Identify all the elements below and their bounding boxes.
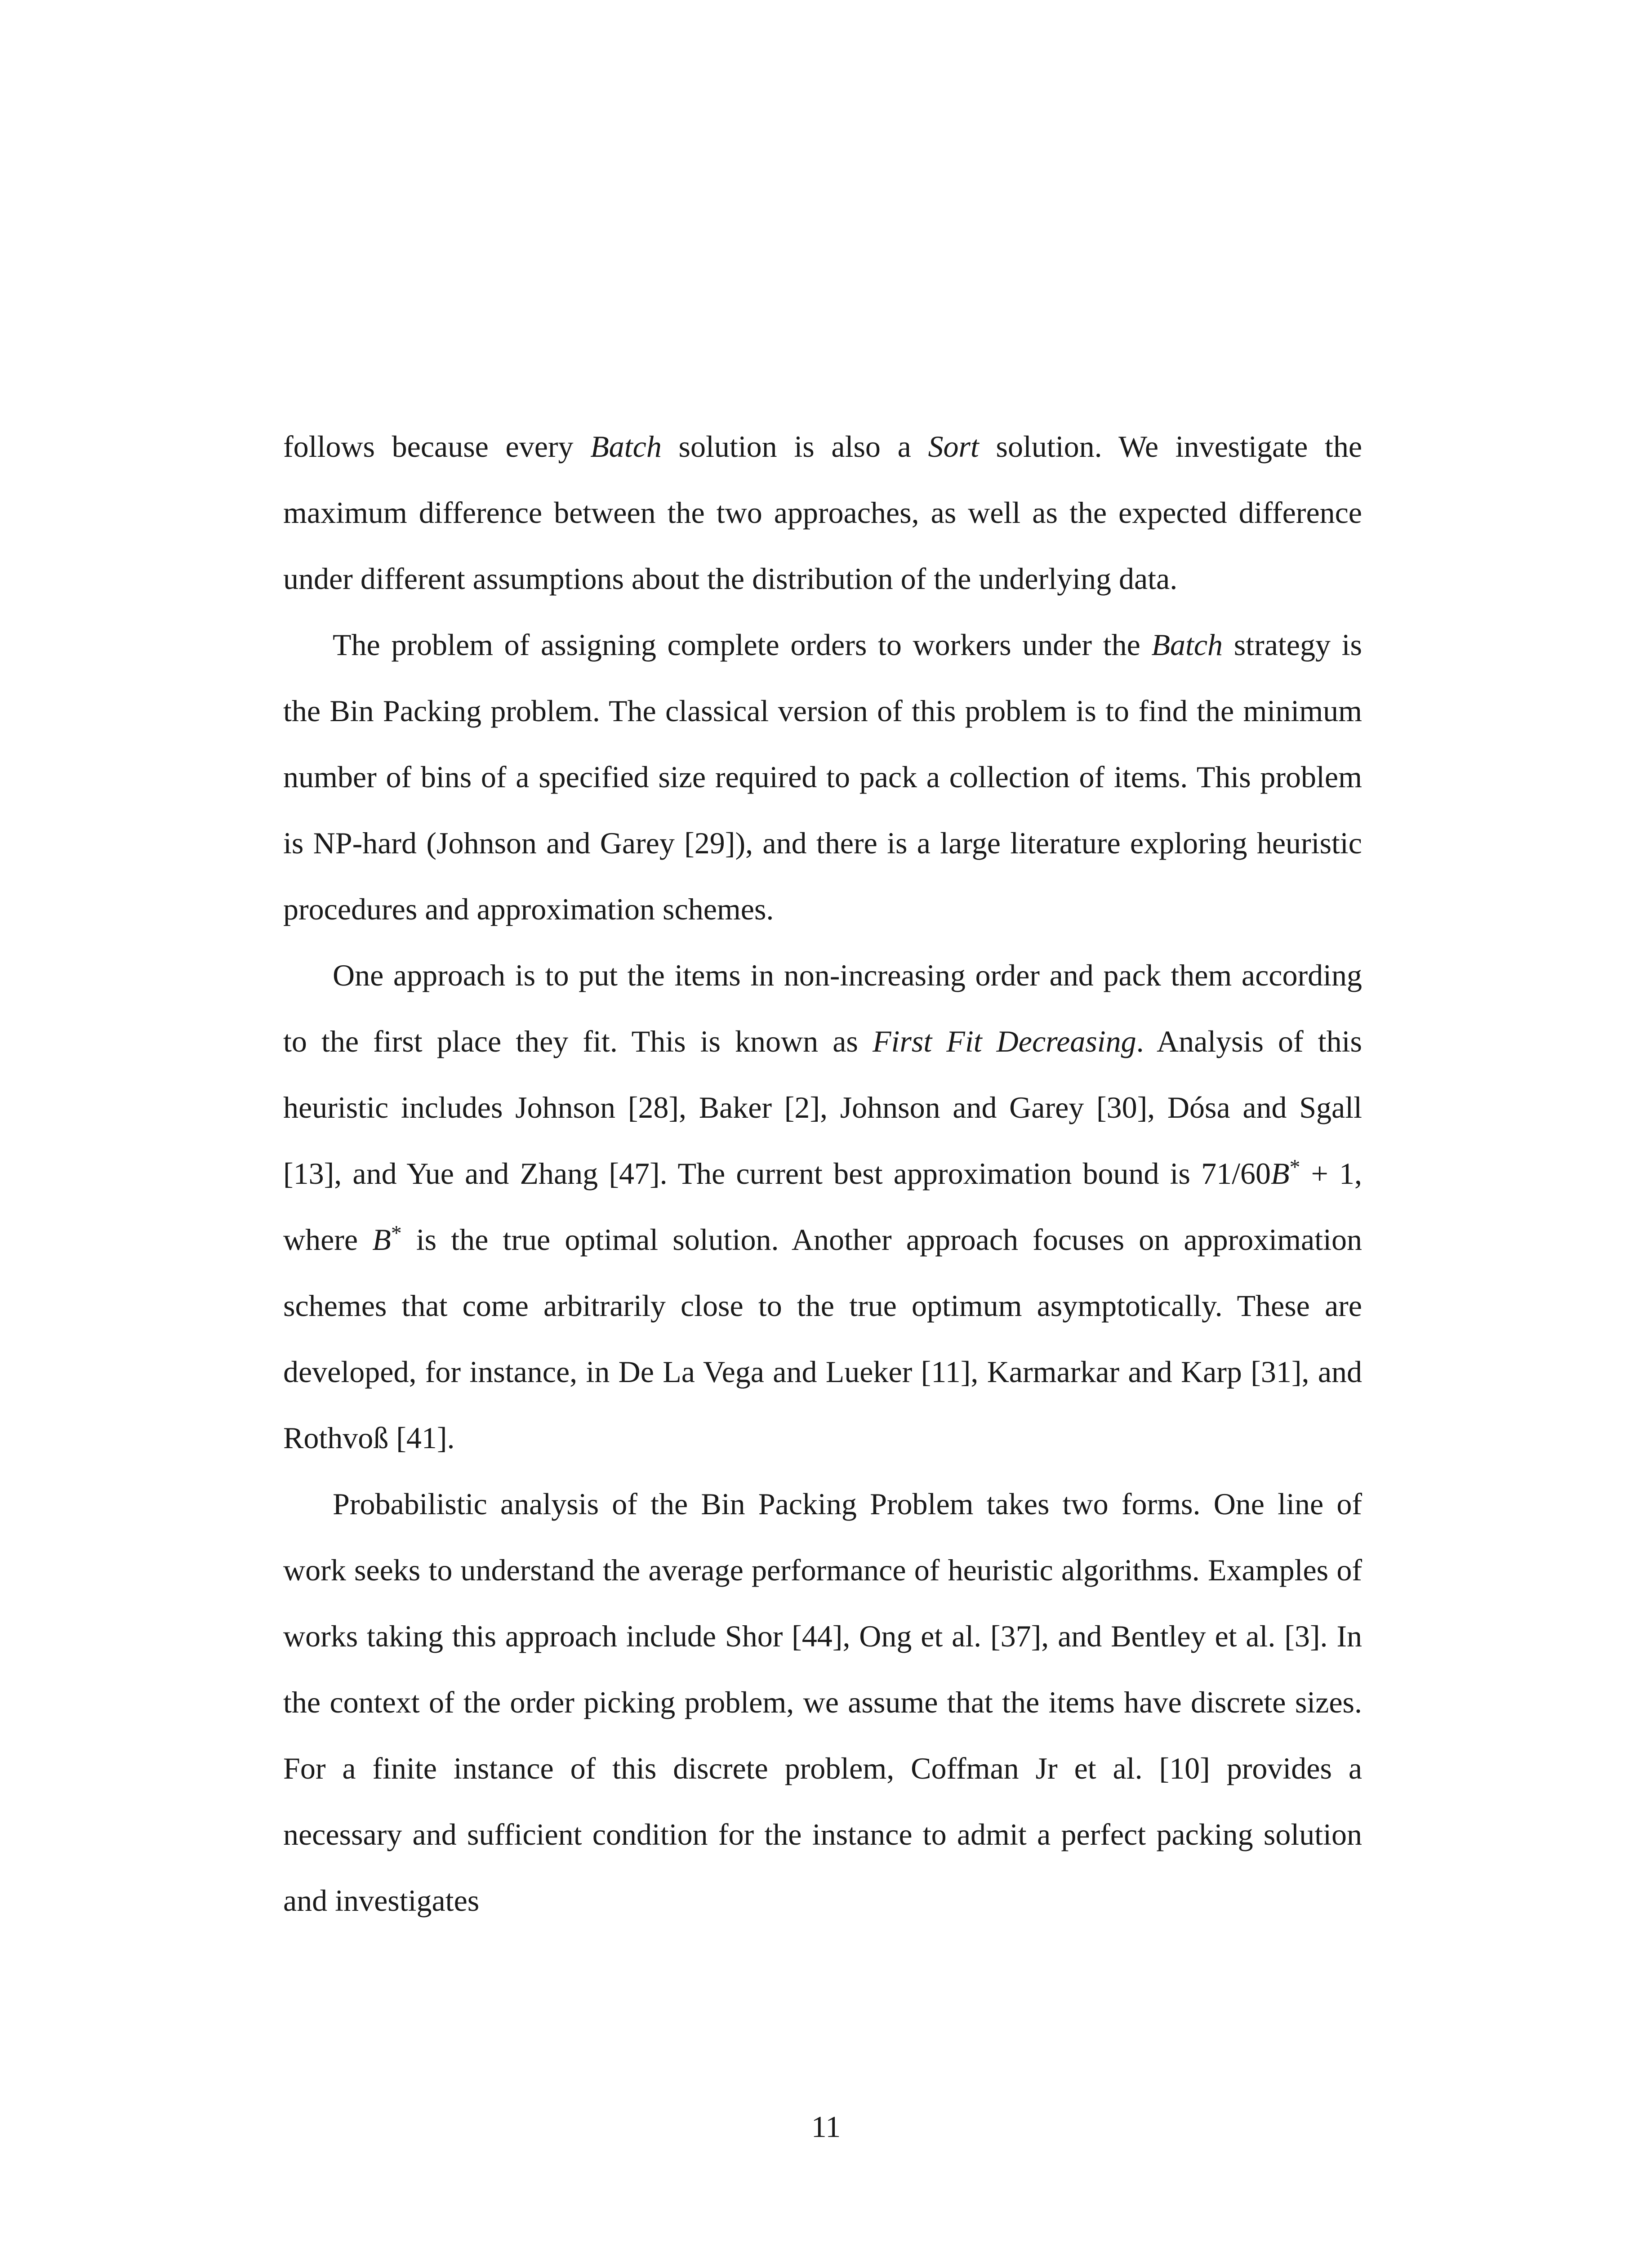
superscript: * xyxy=(1289,1155,1300,1179)
paragraph xyxy=(283,1471,1362,1934)
text-run: is the true optimal solution. Another approach focuses on approximation schemes that come arbitrarily close to the true optimum asymptotically. These are developed, for instance, in De La Vega and Lueker [11], Karmarkar and Karp [31], and Rothvoß [41]. xyxy=(283,1222,1362,1455)
text-run: One approach is to put the items in non-increasing order and pack them according to the first place they fit. This is known as xyxy=(283,958,1362,1058)
page-number: 11 xyxy=(811,2110,841,2144)
text-run: Probabilistic analysis of the Bin Packing Problem takes two forms. One line of work seeks to understand the average performance of heuristic algorithms. Examples of works taking this approach include Shor [44], Ong et al. [37], and Bentley et al. [3]. In the context of the order picking problem, we assume that the items have discrete sizes. For a finite instance of this discrete problem, Coffman Jr et al. [10] provides a necessary and sufficient condition for the instance to admit a perfect packing solution and investigates xyxy=(283,1487,1362,1918)
italic-text: Batch xyxy=(1151,628,1223,662)
paragraph xyxy=(283,942,1362,1471)
italic-text: Batch xyxy=(590,429,662,464)
italic-text: Sort xyxy=(928,429,979,464)
text-run: The problem of assigning complete orders to workers under the xyxy=(333,628,1152,662)
text-run: strategy is the Bin Packing problem. The classical version of this problem is to find the minimum number of bins of a specified size required to pack a collection of items. This problem is NP-hard (Johnson and Garey [29]), and there is a large literature exploring heuristic procedures and approximation schemes. xyxy=(283,628,1362,926)
text-run: + 1, where xyxy=(283,1156,1362,1257)
text-run: solution. We investigate the maximum difference between the two approaches, as well as the expected difference under different assumptions about the distribution of the underlying data. xyxy=(283,429,1362,596)
italic-text: B xyxy=(372,1222,391,1257)
paragraph xyxy=(283,612,1362,942)
body-text xyxy=(283,414,1362,1934)
text-run: follows because every xyxy=(283,429,591,464)
italic-text: First Fit Decreasing xyxy=(872,1024,1136,1058)
italic-text: B xyxy=(1271,1156,1290,1191)
text-run: . Analysis of this heuristic includes Johnson [28], Baker [2], Johnson and Garey [30], Dósa and Sgall [13], and Yue and Zhang [47]. The current best approximation bound is 71/60 xyxy=(283,1024,1363,1191)
superscript: * xyxy=(391,1222,402,1245)
text-run: solution is also a xyxy=(661,429,928,464)
paragraph xyxy=(283,414,1362,612)
